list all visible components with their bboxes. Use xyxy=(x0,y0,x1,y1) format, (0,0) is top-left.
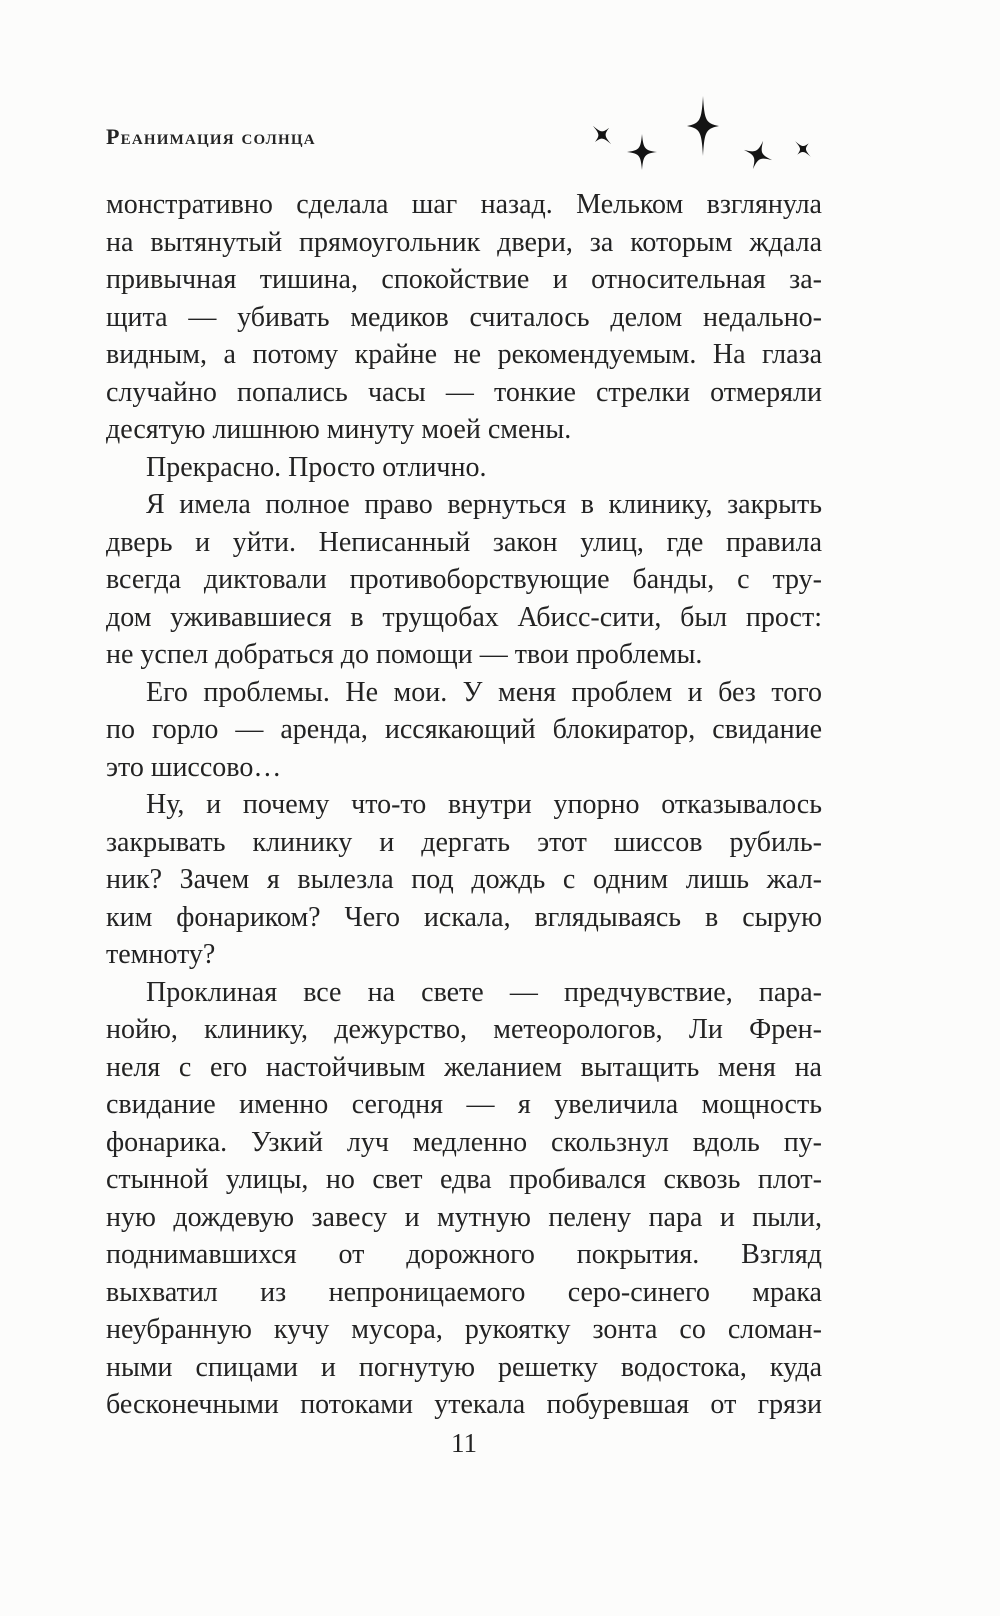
text-line: десятую лишнюю минуту моей смены. xyxy=(106,414,572,445)
paragraph xyxy=(106,486,822,674)
paragraph xyxy=(106,449,822,487)
page-number: 11 xyxy=(451,1428,477,1458)
text-line: темноту? xyxy=(106,939,216,970)
text-line: Проклиная все на свете — предчувствие, пара- xyxy=(146,976,822,1008)
text-line: Я имела полное право вернуться в клинику, закрыть xyxy=(146,489,822,520)
text-line: неля с его настойчивым желанием вытащить меня на xyxy=(106,1051,822,1083)
text-line: нойю, клинику, дежурство, метеорологов, Ли Френ- xyxy=(106,1014,822,1045)
text-line: всегда диктовали противоборствующие банды, с тру- xyxy=(106,564,822,595)
text-line: выхватил из непроницаемого серо-синего мрака xyxy=(106,1276,822,1308)
text-line: случайно попались часы — тонкие стрелки отмеряли xyxy=(106,376,822,408)
text-line: неубранную кучу мусора, рукоятку зонта со сломан- xyxy=(106,1314,822,1345)
text-line: видным, а потому крайне не рекомендуемым. На глаза xyxy=(106,339,822,370)
text-line: Прекрасно. Просто отлично. xyxy=(146,451,487,483)
text-line: привычная тишина, спокойствие и относительная за- xyxy=(106,264,822,295)
text-line: дом уживавшиеся в трущобах Абисс-сити, был прост: xyxy=(106,601,822,633)
text-line: фонарика. Узкий луч медленно скользнул вдоль пу- xyxy=(106,1126,822,1158)
text-line: Его проблемы. Не мои. У меня проблем и без того xyxy=(146,676,822,708)
text-line: свидание именно сегодня — я увеличила мощность xyxy=(106,1089,822,1120)
sparkle-stars-icon xyxy=(590,95,822,179)
text-line: ким фонариком? Чего искала, вглядываясь в сырую xyxy=(106,901,822,933)
text-line: поднимавшихся от дорожного покрытия. Взгляд xyxy=(106,1239,822,1270)
running-title: Реанимация солнца xyxy=(106,124,316,149)
body-text xyxy=(106,186,822,1424)
text-line: по горло — аренда, иссякающий блокиратор, свидание xyxy=(106,714,822,745)
text-line: на вытянутый прямоугольник двери, за которым ждала xyxy=(106,226,822,258)
paragraph xyxy=(106,974,822,1424)
text-line: ник? Зачем я вылезла под дождь с одним лишь жал- xyxy=(106,864,822,895)
text-line: дверь и уйти. Неписанный закон улиц, где правила xyxy=(106,526,822,558)
text-line: щита — убивать медиков считалось делом недально- xyxy=(106,301,822,333)
text-line: стынной улицы, но свет едва пробивался сквозь плот- xyxy=(106,1164,822,1195)
text-line: ную дождевую завесу и мутную пелену пара и пыли, xyxy=(106,1201,822,1233)
text-line: монстративно сделала шаг назад. Мельком взглянула xyxy=(106,189,822,220)
text-line: Ну, и почему что-то внутри упорно отказывалось xyxy=(146,789,822,820)
text-line: это шиссово… xyxy=(106,751,282,783)
text-line: закрывать клинику и дергать этот шиссов рубиль- xyxy=(106,826,822,858)
text-line: ными спицами и погнутую решетку водостока, куда xyxy=(106,1351,822,1383)
text-line: бесконечными потоками утекала побуревшая от грязи xyxy=(106,1389,822,1420)
text-line: не успел добраться до помощи — твои проблемы. xyxy=(106,639,703,670)
paragraph xyxy=(106,786,822,974)
paragraph xyxy=(106,674,822,787)
paragraph xyxy=(106,186,822,449)
page-header xyxy=(106,94,822,180)
